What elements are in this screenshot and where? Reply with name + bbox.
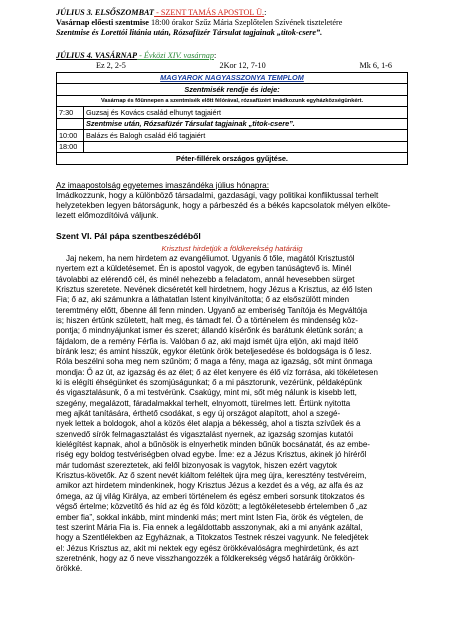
homily-line: el: Jézus Krisztus az, akit mi nektek egy egész örökkévalóságra meghirdetünk, és azt [56, 543, 359, 553]
prayer-line: Imádkozzunk, hogy a különböző társadalmi, gazdasági, vagy politikai konfliktussal terhelt [56, 190, 379, 200]
prayer-heading: Az imaapostolság egyetemes imaszándéka július hónapra: [56, 180, 269, 190]
homily-line: is; hiszen értünk született, halt meg, és támadt fel. Ő a történelem és mindenség köz- [56, 315, 358, 325]
homily-line: hogy a Szentlélekben az Egyháznak, a Titokzatos Testnek részei vagyunk. Ne feledjétek [56, 533, 369, 543]
homily-heading: Szent VI. Pál pápa szentbeszédéből [56, 230, 201, 241]
schedule-order-title: Szentmisék rendje és ideje: [57, 84, 408, 96]
homily-line: fájdalom, de a remény Férfia is. Valóban ő az, aki majd ismét újra eljön, aki majd ítélő [56, 336, 359, 346]
schedule-rosary-note: Vasárnap és főünnepen a szentmisék előtt félórával, rózsafüzért imádkozunk egyházközségünkért. [57, 95, 408, 107]
readings-row [56, 61, 408, 71]
homily-line: ómega, az új világ Királya, az emberi történelem és egész emberi sorsunk titokzatos és [56, 491, 365, 501]
homily-line: Jaj nekem, ha nem hirdetem az evangéliumot. Ugyanis ő tőle, magától Krisztustól [66, 253, 355, 263]
homily-line: már tudomást szereztetek, aki felől bizonyosak is vagytok, hiszen ezért vagytok [56, 460, 338, 470]
reading-first: Ez 2, 2-5 [96, 60, 126, 70]
church-name: MAGYAROK NAGYASSZONYA TEMPLOM [57, 72, 408, 84]
mass-intention: Balázs és Balogh család élő tagjaiért [84, 130, 408, 142]
homily-line: Fia; ő az, aki számunkra a láthatatlan Istent kinyilvánította; ő az elsőszülött minden [56, 295, 350, 305]
prayer-text [56, 191, 408, 221]
homily-line: nyertem ezt a küldetésemet. Én is apostol vagyok, de egyben tanúságtevő is. Minél [56, 264, 352, 274]
table-row [57, 118, 408, 130]
collection-note: Péter-fillérek országos gyűjtése. [57, 153, 408, 165]
mass-time: 7:30 [57, 107, 84, 119]
homily-line: ki is elégíti éhségünket és szomjúságunkat; ő a mi pásztorunk, vezérünk, példaképünk [56, 378, 362, 388]
table-row [57, 130, 408, 142]
homily-text [56, 254, 408, 575]
mass-schedule-table [56, 72, 408, 165]
july4-title-date: JÚLIUS 4. VASÁRNAP [56, 50, 138, 60]
homily-line: nyek lettek a boldogok, ahol a közös élet alapja a békesség, ahol a tiszta szívűek és a [56, 419, 361, 429]
homily-line: pontja; ő mindnyájunkat ismer és szeret; állandó kísérőnk és barátunk életünk során; a [56, 326, 363, 336]
homily-line: távolabbi az elérendő cél, és minél nehezebb a feladatom, annál hevesebben sürget [56, 274, 355, 284]
july3-mass-line [56, 18, 408, 28]
homily-line: végső értelme; közvetítő és híd az ég és föld között; a legtökéletesebb értelemben ő „az [56, 502, 368, 512]
mass-time [57, 118, 84, 130]
homily-line: meg ajkát tanítására, érthető csodákat, s egy új országot alapított, ahol a szegé- [56, 409, 341, 419]
table-row [57, 141, 408, 153]
july3-mass-detail: 18:00 órakor Szűz Mária Szeplőtelen Szívének tiszteletére [148, 17, 343, 27]
homily-line: szegény, megalázott, fáradalmakkal terhelt, elnyomott, türelmes lett. Értünk nyitotta [56, 398, 351, 408]
july3-title-date: JÚLIUS 3. ELSŐSZOMBAT [56, 8, 155, 17]
mass-time: 10:00 [57, 130, 84, 142]
mass-intention: Guzsaj és Kovács család elhunyt tagjaiért [84, 107, 408, 119]
homily-line: teremtmény előtt, őbenne áll fenn minden. Ugyanő az emberiség Tanítója és Megváltója [56, 305, 368, 315]
reading-gospel: Mk 6, 1-6 [359, 60, 392, 70]
homily-line: riség egy boldog testvériségben olvad egybe. Íme: ez a Jézus Krisztus, akinek jó híréről [56, 450, 367, 460]
july4-title-colon: : [214, 50, 217, 60]
homily-line: Krisztus-követők. Az ő szent nevét kiáltom feléltek újra meg újra, keresztény testvéreim, [56, 471, 367, 481]
homily-line: örökké. [56, 564, 83, 574]
homily-line: ember fia”, sokkal inkább, mint mindenki más; mert mint Isten Fia, örök és végtelen, de [56, 512, 364, 522]
homily-subtitle: Krisztust hirdetjük a földkerekség határáig [161, 243, 303, 253]
homily-line: test szerint Mária Fia is. Fia ennek a legáldottabb asszonynak, aki a mi anyánk azáltal, [56, 522, 363, 532]
homily-line: és vigasztalásunk, ő a mi testvérünk. Csakúgy, mint mi, sőt még nálunk is kisebb lett, [56, 388, 357, 398]
july3-title [56, 8, 408, 18]
july3-title-feast: - SZENT TAMÁS APOSTOL Ü. [154, 8, 265, 17]
july3-mass-label: Vasárnap előesti szentmise [56, 17, 149, 27]
table-row [57, 107, 408, 119]
bulletin-page [56, 8, 408, 575]
july4-title-sunday: - Évközi XIV. vasárnap [137, 50, 214, 60]
mass-intention: Szentmise után, Rózsafüzér Társulat tagjainak „titok-csere”. [84, 118, 408, 130]
mass-time: 18:00 [57, 141, 84, 153]
july3-title-colon: : [264, 8, 267, 17]
july4-title [56, 51, 408, 61]
homily-line: szenvedő sírók felmagasztalást és vigasztalást nyernek, az igazság szomjas kutatói [56, 429, 354, 439]
july3-litany-line: Szentmise és Lorettói litánia után, Rózsafüzér Társulat tagjainak „titok-csere”. [56, 27, 323, 37]
reading-second: 2Kor 12, 7-10 [219, 60, 266, 70]
homily-line: bíránk lesz; és amint hisszük, egykor életünk örök beteljesedése és boldogsága is ő lesz. [56, 347, 372, 356]
prayer-line: lezett előmozdítóivá váljunk. [56, 210, 159, 220]
homily-line: Róla beszélni soha meg nem szűnöm; ő maga a fény, maga az igazság, sőt mint önmaga [56, 357, 373, 367]
prayer-line: helyzetekben legyen bátorságunk, hogy a párbeszéd és a békés kapcsolatok mélyen elköte- [56, 200, 391, 210]
homily-line: kielégítést kapnak, ahol a bűnösök is elnyerhetik minden bűnük bocsánatát, és az embe- [56, 440, 370, 450]
homily-line: amikor azt hirdetem mindenkinek, hogy Krisztus Jézus a kezdet és a vég, az alfa és az [56, 481, 364, 491]
homily-line: mondja: Ő az út, az igazság és az élet; ő az élet kenyere és élő víz forrása, aki tökéletesen [56, 367, 378, 377]
homily-line: Krisztus szeretete. Nevének dicséretét kell hirdetnem, hogy Jézus a Krisztus, az élő Isten [56, 284, 373, 294]
homily-line: szeretnénk, hogy az ő neve visszhangozzék a földkerekség végső határáig örökkön- [56, 553, 355, 563]
mass-intention [84, 141, 408, 153]
